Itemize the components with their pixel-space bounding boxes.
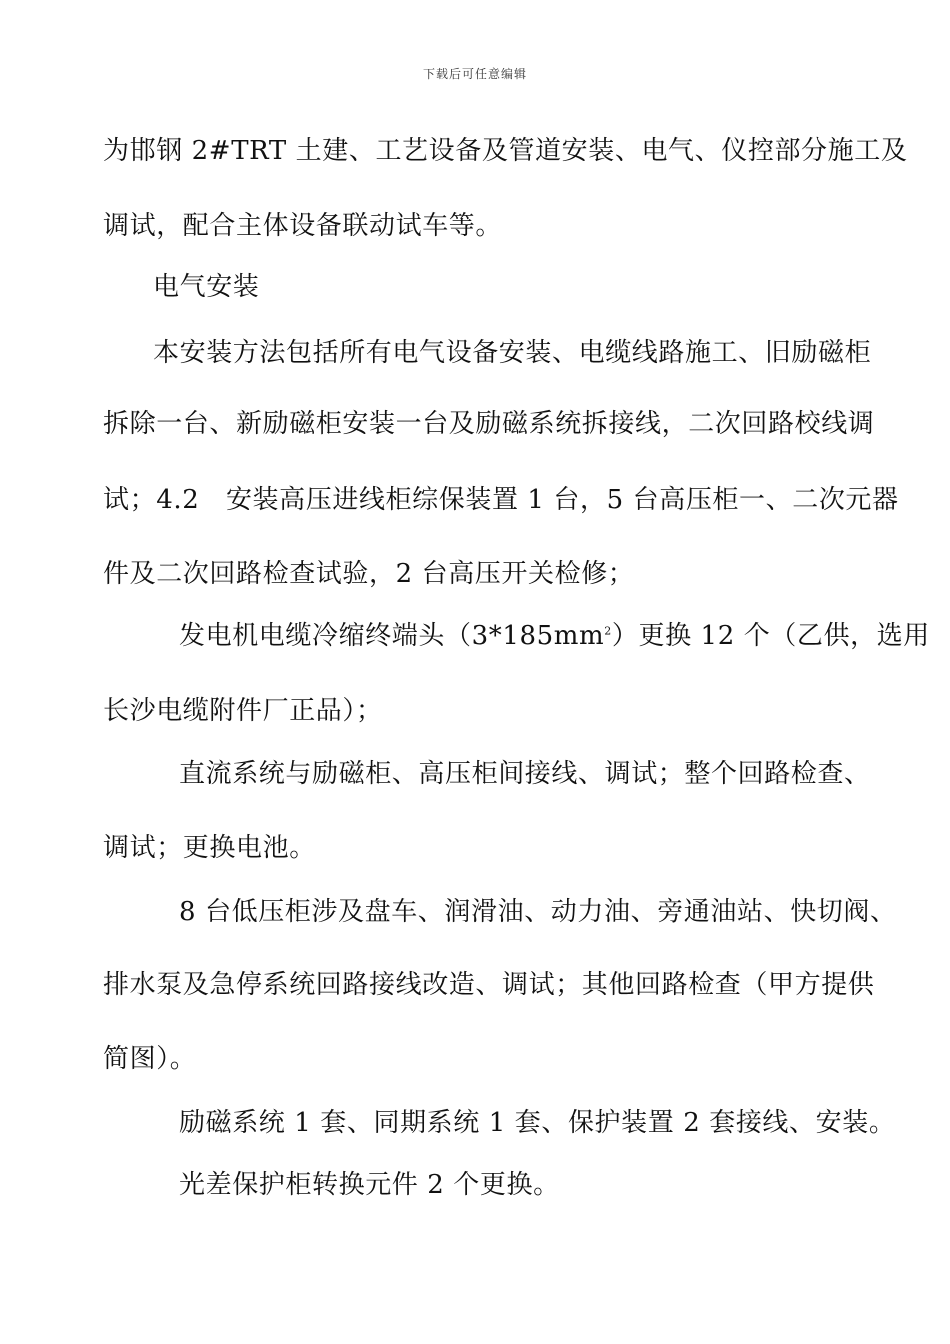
paragraph-line: 件及二次回路检查试验，2 台高压开关检修；	[103, 559, 635, 589]
paragraph-line: 光差保护柜转换元件 2 个更换。	[179, 1170, 560, 1200]
paragraph-line: 简图）。	[103, 1044, 197, 1074]
paragraph-line: 试；4.2 安装高压进线柜综保装置 1 台，5 台高压柜一、二次元器	[103, 485, 899, 515]
paragraph-line: 调试；更换电池。	[103, 833, 316, 863]
paragraph-line: 拆除一台、新励磁柜安装一台及励磁系统拆接线，二次回路校线调	[103, 409, 875, 439]
paragraph-line: 本安装方法包括所有电气设备安装、电缆线路施工、旧励磁柜	[153, 338, 872, 368]
paragraph-line: 励磁系统 1 套、同期系统 1 套、保护装置 2 套接线、安装。	[179, 1108, 896, 1138]
paragraph-line: 长沙电缆附件厂正品）；	[103, 696, 383, 726]
paragraph-line: 排水泵及急停系统回路接线改造、调试；其他回路检查（甲方提供	[103, 970, 875, 1000]
cable-text: 发电机电缆冷缩终端头（3*185mm	[179, 621, 605, 651]
page-header-note: 下载后可任意编辑	[422, 67, 527, 81]
section-heading: 电气安装	[153, 272, 260, 302]
superscript-2: 2	[604, 624, 612, 638]
paragraph-line: 调试，配合主体设备联动试车等。	[103, 211, 503, 241]
paragraph-line: 为邯钢 2#TRT 土建、工艺设备及管道安装、电气、仪控部分施工及	[103, 136, 908, 166]
paragraph-line	[179, 621, 930, 651]
paragraph-line: 直流系统与励磁柜、高压柜间接线、调试；整个回路检查、	[179, 759, 871, 789]
paragraph-line: 8 台低压柜涉及盘车、润滑油、动力油、旁通油站、快切阀、	[179, 897, 897, 927]
cable-text-tail: ）更换 12 个（乙供，选用	[611, 621, 930, 651]
